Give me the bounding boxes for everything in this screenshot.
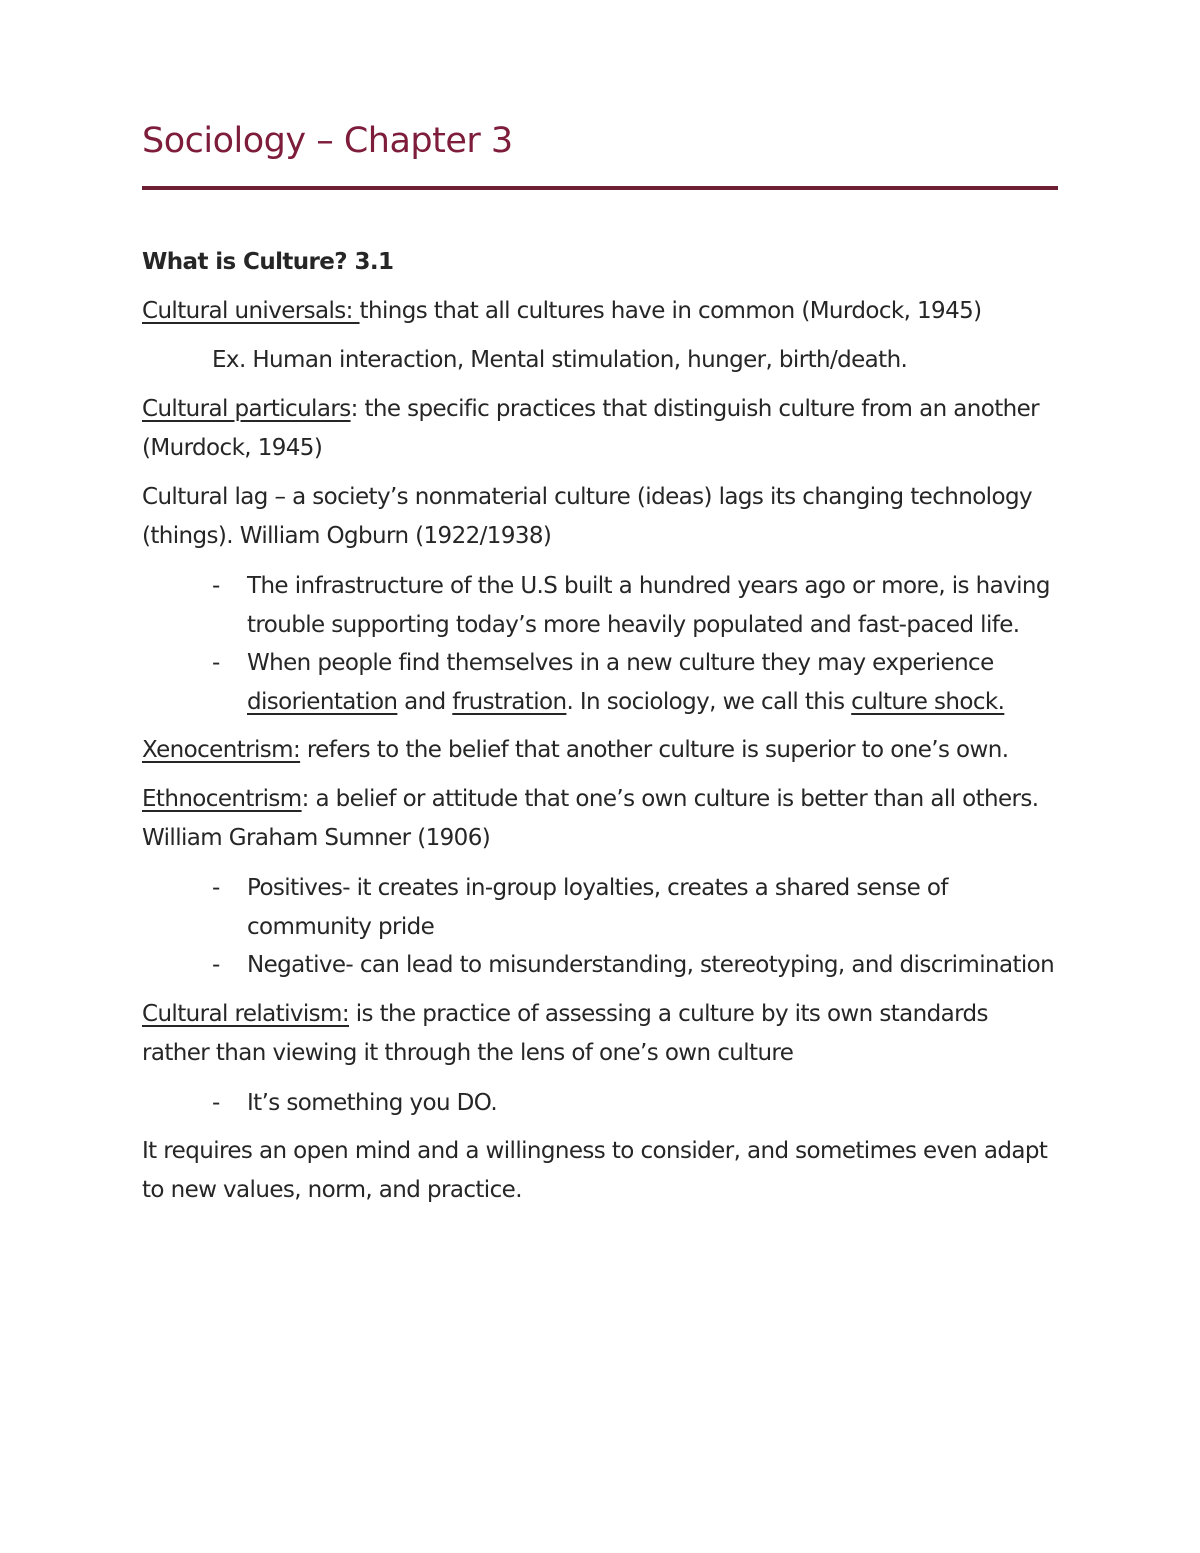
paragraph-cultural-universals (142, 292, 1060, 331)
bullet-marker: - (212, 650, 220, 676)
paragraph-closing: It requires an open mind and a willingness to consider, and sometimes even adapt to new values, norm, and practice. (142, 1138, 1048, 1203)
term-disorientation: disorientation (247, 688, 398, 715)
paragraph-xenocentrism (142, 731, 1060, 770)
term-cultural-relativism: Cultural relativism: (142, 1000, 350, 1027)
list-item (142, 946, 1060, 985)
ethnocentrism-bullets (142, 869, 1060, 985)
paragraph-cultural-particulars (142, 390, 1060, 468)
term-ethnocentrism: Ethnocentrism (142, 786, 302, 812)
list-item-text-and: and (397, 688, 453, 715)
page-title: Sociology – Chapter 3 (142, 121, 513, 161)
term-cultural-universals: Cultural universals: (142, 298, 360, 324)
list-item-text: It’s something you DO. (247, 1089, 498, 1116)
list-item-text: The infrastructure of the U.S built a hundred years ago or more, is having trouble supporting today’s more heavily populated and fast-paced life. (247, 573, 1050, 638)
list-item (142, 1084, 1060, 1123)
bullet-marker: - (212, 1089, 220, 1116)
example-cultural-universals: Ex. Human interaction, Mental stimulation, hunger, birth/death. (212, 347, 908, 373)
definition-cultural-particulars: : the specific practices that distinguish culture from an another (Murdock, 1945) (142, 396, 1039, 461)
definition-xenocentrism: refers to the belief that another culture is superior to one’s own. (300, 737, 1009, 763)
list-item-text: Positives- it creates in-group loyalties, creates a shared sense of community pride (247, 875, 948, 940)
document-page (142, 118, 1060, 1210)
list-item-text-mid: . In sociology, we call this (566, 688, 852, 715)
paragraph-cultural-lag: Cultural lag – a society’s nonmaterial culture (ideas) lags its changing technology (things). William Ogburn (1922/1938) (142, 484, 1032, 549)
bullet-marker: - (212, 573, 220, 599)
list-item-text: Negative- can lead to misunderstanding, stereotyping, and discrimination (247, 952, 1055, 978)
bullet-marker: - (212, 875, 220, 901)
term-xenocentrism: Xenocentrism: (142, 737, 301, 763)
bullet-marker: - (212, 952, 220, 978)
term-frustration: frustration (452, 688, 567, 715)
list-item-text-pre: When people find themselves in a new culture they may experience (247, 650, 994, 676)
definition-ethnocentrism: : a belief or attitude that one’s own culture is better than all others. William Graham Sumner (1906) (142, 786, 1039, 851)
list-item (142, 567, 1060, 644)
cultural-relativism-bullets (142, 1084, 1060, 1123)
list-item (142, 644, 1060, 721)
list-item (142, 869, 1060, 946)
term-cultural-particulars: Cultural particulars (142, 396, 351, 422)
title-divider (142, 186, 1058, 190)
section-heading: What is Culture? 3.1 (142, 249, 394, 275)
paragraph-ethnocentrism (142, 780, 1060, 858)
term-culture-shock: culture shock. (851, 688, 1005, 715)
definition-cultural-universals: things that all cultures have in common (Murdock, 1945) (359, 298, 982, 324)
definition-cultural-relativism: is the practice of assessing a culture by its own standards rather than viewing it through the lens of one’s own culture (142, 1000, 988, 1066)
paragraph-cultural-relativism (142, 995, 1060, 1073)
cultural-lag-bullets (142, 567, 1060, 721)
